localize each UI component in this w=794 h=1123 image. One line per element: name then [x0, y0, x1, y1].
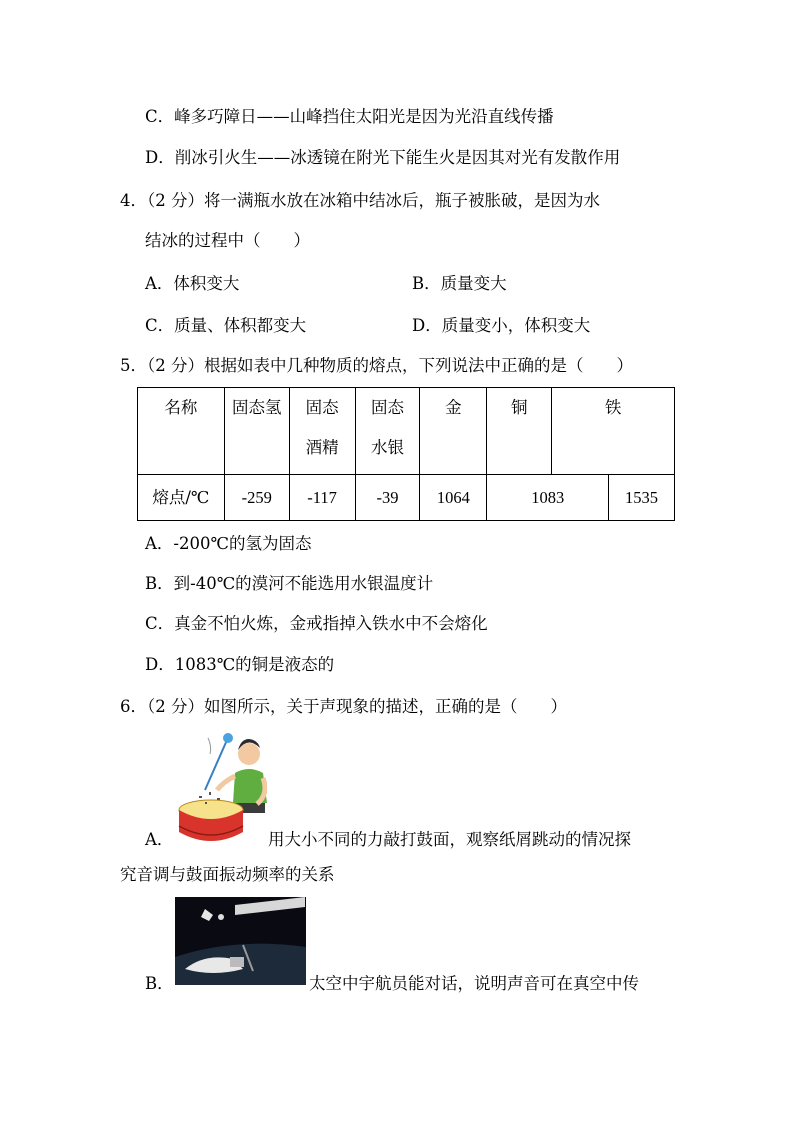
- q6-option-a-text2: 究音调与鼓面振动频率的关系: [120, 865, 335, 884]
- space-image: [175, 897, 306, 985]
- table-cell-gold: 1064: [420, 475, 487, 521]
- q5-option-c: C．真金不怕火炼，金戒指掉入铁水中不会熔化: [145, 614, 488, 633]
- drum-boy-image: [175, 728, 267, 848]
- q6-stem: 6．（2 分）如图所示，关于声现象的描述，正确的是（ ）: [120, 697, 567, 716]
- space-astronaut-photo: [175, 897, 306, 985]
- table-header-name: 名称: [138, 388, 225, 475]
- melting-point-table: [137, 387, 675, 521]
- q3-option-d: D．削冰引火生——冰透镜在附光下能生火是因其对光有发散作用: [145, 148, 621, 167]
- table-header-mercury: 固态水银: [355, 388, 420, 475]
- q4-option-c: C．质量、体积都变大: [145, 316, 307, 335]
- q6-option-b-label: B．: [145, 974, 174, 993]
- table-header-gold: 金: [420, 388, 487, 475]
- q5-option-a: A．-200℃的氢为固态: [145, 534, 312, 553]
- q6-option-a-text1: 用大小不同的力敲打鼓面，观察纸屑跳动的情况探: [268, 830, 631, 849]
- q6-option-b-text1: 太空中宇航员能对话，说明声音可在真空中传: [309, 974, 639, 993]
- q6-option-a-label: A．: [145, 830, 174, 849]
- table-header-iron: 铁: [552, 388, 675, 475]
- q5-stem: 5．（2 分）根据如表中几种物质的熔点，下列说法中正确的是（ ）: [120, 356, 633, 375]
- table-cell-alcohol: -117: [289, 475, 355, 521]
- table-cell-hydrogen: -259: [224, 475, 289, 521]
- q4-stem-line2: 结冰的过程中（ ）: [145, 231, 310, 250]
- drum-illustration: [175, 728, 267, 848]
- q4-option-b: B．质量变大: [412, 274, 507, 293]
- q3-option-c: C．峰多巧障日——山峰挡住太阳光是因为光沿直线传播: [145, 107, 554, 126]
- table-header-hydrogen: 固态氢: [224, 388, 289, 475]
- table-header-alcohol: 固态酒精: [289, 388, 355, 475]
- table-cell-copper: 1083: [487, 475, 609, 521]
- q4-option-d: D．质量变小，体积变大: [412, 316, 591, 335]
- q5-option-d: D．1083℃的铜是液态的: [145, 655, 335, 674]
- table-cell-mercury: -39: [355, 475, 420, 521]
- q5-option-b: B．到-40℃的漠河不能选用水银温度计: [145, 574, 434, 593]
- table-row-label: 熔点/℃: [138, 475, 225, 521]
- q4-option-a: A．体积变大: [145, 274, 240, 293]
- table-header-copper: 铜: [487, 388, 552, 475]
- table-cell-iron: 1535: [609, 475, 675, 521]
- q4-stem-line1: 4．（2 分）将一满瓶水放在冰箱中结冰后，瓶子被胀破，是因为水: [120, 191, 600, 210]
